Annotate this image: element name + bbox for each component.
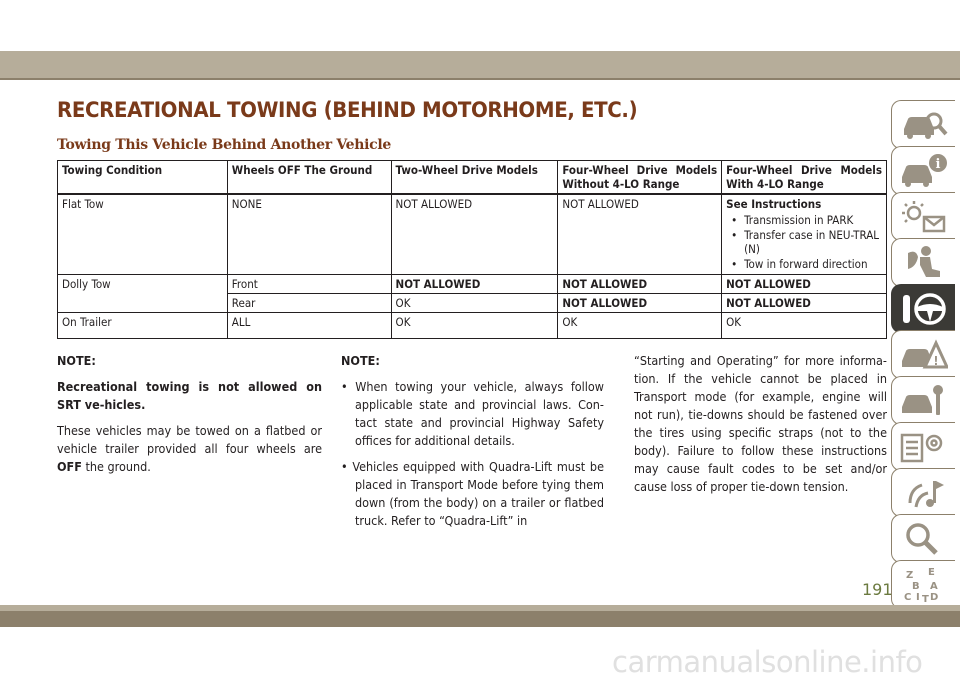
- paragraph-text: These vehicles may be towed on a flatbed or vehicle trailer provided all four wheels are: [57, 423, 322, 456]
- paragraph: [57, 422, 322, 476]
- table-row: [58, 275, 887, 294]
- cell-four-wd-lo: [722, 194, 887, 275]
- paragraph: “Starting and Operating” for more informa-tion. If the vehicle cannot be placed in Transport mode (for example, engine will not run), tie-downs should be fastened over the tires using specific straps (not to the body). Failure to follow these instructions may cause fault codes to be set and/or cause loss of proper tie-down tension.: [634, 353, 887, 494]
- text-column-3: [634, 352, 887, 504]
- specifications-gear-icon: [900, 429, 948, 465]
- tab-specifications[interactable]: [891, 422, 955, 471]
- index-letters-icon: [900, 567, 948, 603]
- note-label: NOTE:: [57, 353, 96, 368]
- instruction-item: • Tow in forward direction: [744, 257, 882, 271]
- header-four-wheel-no-lo: Four-Wheel Drive Models Without 4-LO Range: [558, 161, 722, 195]
- note-text: Recreational towing is not allowed on SRT ve-hicles.: [57, 379, 322, 412]
- cell-four-wd-no-lo: NOT ALLOWED: [558, 294, 722, 313]
- index-letter: I: [916, 592, 920, 603]
- music-navigation-icon: [900, 475, 948, 511]
- cell-four-wd-lo: OK: [722, 313, 887, 339]
- text-column-1: [57, 352, 322, 484]
- cell-two-wd: OK: [391, 294, 558, 313]
- index-letter: B: [912, 581, 920, 592]
- cell-wheels: ALL: [227, 313, 391, 339]
- tab-warning-lights[interactable]: [891, 192, 955, 241]
- car-magnify-icon: [900, 107, 948, 143]
- footer-band: [0, 611, 960, 627]
- page-number: 191: [862, 580, 893, 599]
- index-letter: C: [904, 592, 912, 603]
- header-towing-condition: Towing Condition: [58, 161, 228, 195]
- cell-two-wd: NOT ALLOWED: [391, 275, 558, 294]
- tab-index[interactable]: [891, 560, 955, 609]
- header-band: [0, 51, 960, 78]
- table-row: [58, 313, 887, 339]
- cell-condition: On Trailer: [58, 313, 228, 339]
- tab-car-info[interactable]: [891, 146, 955, 195]
- instructions-list: [726, 213, 882, 271]
- header-wheels-off: Wheels OFF The Ground: [227, 161, 391, 195]
- search-magnifier-icon: [900, 521, 948, 557]
- car-warning-triangle-icon: [900, 337, 948, 373]
- cell-condition: Dolly Tow: [58, 275, 228, 313]
- car-wrench-icon: [900, 383, 948, 419]
- tab-multimedia[interactable]: [891, 468, 955, 517]
- paragraph-text: the ground.: [85, 459, 151, 474]
- watermark-url: carmanualsonline.info: [612, 645, 923, 679]
- instructions-title: See Instructions: [726, 197, 822, 211]
- header-band-line: [0, 78, 960, 80]
- index-letter: D: [930, 592, 939, 603]
- cell-four-wd-no-lo: OK: [558, 313, 722, 339]
- svg-text:i: i: [935, 157, 941, 172]
- tab-starting-operating[interactable]: [891, 284, 955, 333]
- header-two-wheel-drive: Two-Wheel Drive Models: [391, 161, 558, 195]
- svg-text:!: !: [933, 354, 939, 368]
- cell-condition: Flat Tow: [58, 194, 228, 275]
- cell-wheels: Front: [227, 275, 391, 294]
- towing-table: [57, 160, 887, 339]
- section-subtitle: Towing This Vehicle Behind Another Vehicle: [57, 137, 392, 153]
- emphasis-off: OFF: [57, 459, 82, 474]
- warning-lights-message-icon: [900, 199, 948, 235]
- index-letter: E: [928, 567, 935, 578]
- cell-wheels: NONE: [227, 194, 391, 275]
- cell-wheels: Rear: [227, 294, 391, 313]
- seat-airbag-icon: [900, 245, 948, 281]
- cell-two-wd: NOT ALLOWED: [391, 194, 558, 275]
- note-label: NOTE:: [341, 353, 380, 368]
- cell-four-wd-no-lo: NOT ALLOWED: [558, 194, 722, 275]
- cell-four-wd-no-lo: NOT ALLOWED: [558, 275, 722, 294]
- bullet-item: • When towing your vehicle, always follow applicable state and provincial laws. Con-tact state and provincial Highway Safety offices for additional details.: [341, 379, 604, 448]
- chapter-tabs: [887, 100, 960, 603]
- index-letter: T: [922, 594, 929, 603]
- key-steering-wheel-icon: [900, 291, 948, 327]
- cell-four-wd-lo: NOT ALLOWED: [722, 294, 887, 313]
- cell-four-wd-lo: NOT ALLOWED: [722, 275, 887, 294]
- table-header-row: [58, 161, 887, 195]
- tab-seat-airbag[interactable]: [891, 238, 955, 287]
- page-title: RECREATIONAL TOWING (BEHIND MOTORHOME, ETC.): [57, 98, 638, 123]
- bullet-item: • Vehicles equipped with Quadra-Lift must be placed in Transport Mode before tying them down (from the body) on a trailer or flatbed truck. Refer to “Quadra-Lift” in: [341, 459, 604, 528]
- tab-emergency[interactable]: [891, 330, 955, 379]
- instruction-item: • Transmission in PARK: [744, 213, 882, 227]
- tab-customer-assistance[interactable]: [891, 514, 955, 563]
- instruction-item: • Transfer case in NEU-TRAL (N): [744, 228, 882, 256]
- header-four-wheel-lo: Four-Wheel Drive Models With 4-LO Range: [722, 161, 887, 195]
- index-letter: A: [930, 581, 938, 592]
- text-column-2: [341, 352, 604, 538]
- table-row: [58, 194, 887, 275]
- car-info-icon: [900, 153, 948, 189]
- tab-car-magnify[interactable]: [891, 100, 955, 149]
- cell-two-wd: OK: [391, 313, 558, 339]
- index-letter: Z: [906, 570, 914, 581]
- tab-servicing[interactable]: [891, 376, 955, 425]
